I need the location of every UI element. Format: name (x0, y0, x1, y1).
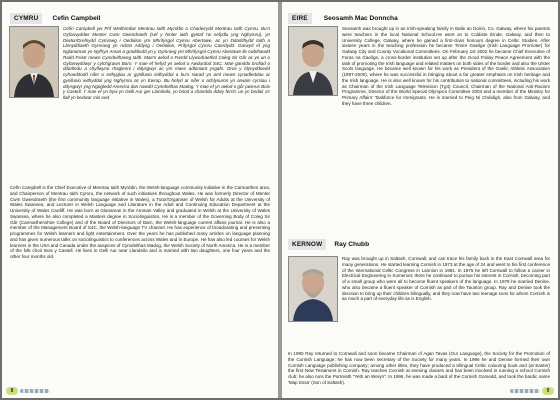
portrait-photo-seosamh (288, 26, 338, 96)
english-biography-paragraph: Cefin Campbell is the Chief Executive of Mentrau Iaith Myrddin, the Welsh-language community initiative in the Carmarthen area, and Chairperson of Mentrau Iaith Cymru, the network of such initiatives throughout Wales. He was formerly Director of Menter Cwm Gwendraeth (the first community language initiative in Wales), a Tutor/Organiser of Welsh for Adults at the University of Wales Swansea, and Lecturer in Welsh Language and Literature in the Adult and Continuing Education Department at the University of Wales Cardiff. He was born at Glanaman in the Amman Valley and graduated in Welsh at the University of Wales Swansea, where he also completed a Masters degree in Sociolinguistics. He is a member of the Governing Body of Coleg Sir Gâr (Carmarthenshire College) and of the Board of Directors of Barn, the Welsh-language current affairs journal. He is also a member of the Management Board of S4C, the Welsh-language TV channel. He has experience of broadcasting and presenting programmes for Welsh learners and light entertainment. Over the years he has published many articles on language planning and has given numerous talks on sociolinguistics to conferences across Wales and in Europe. He has also led courses for Welsh learners in the USA and Canada under the auspices of Cymdeithas Madog, the Welsh Society of North America. He is a member of the folk choir Bois y Castell. He lives in Gelli Aur near Llandeilo and is married with two daughters, one four years and the other four months old. (10, 185, 270, 259)
country-tag-kernow: KERNOW (288, 239, 326, 250)
right-page (282, 2, 558, 398)
kernow-header (288, 238, 369, 250)
celtic-knot-ornament-icon (510, 389, 540, 393)
person-name-ray: Ray Chubb (334, 240, 370, 248)
country-tag-eire: EIRE (288, 13, 312, 24)
portrait-icon (289, 257, 337, 321)
left-footer (6, 386, 52, 396)
person-name-seosamh: Seosamh Mac Donncha (323, 14, 398, 22)
page-number-right: 9 (542, 387, 554, 395)
portrait-photo-ray (288, 256, 338, 322)
portrait-photo-cefin (9, 26, 59, 98)
person-name-cefin: Cefin Campbell (52, 14, 101, 22)
portrait-icon (289, 27, 337, 95)
portrait-icon (10, 27, 58, 97)
booklet-spread (2, 2, 558, 398)
cymru-header (10, 12, 100, 24)
seosamh-biography-paragraph: Seosamh was brought up in an Irish-speaking family in Baile an Doirin, Co. Galway, where his parents were teachers in the local National School.He went on to Coláiste Éinde, Galway, and then to University College, Galway, where he gained a first-class honours degree in Celtic Studies. After sixteen years in the teaching profession he became Timire Gaeilge (Irish Language Promoter) for Galway City and County Vocational Committees. On February 1st 2002 he became Chief Executive of Foras na Gaeilge, a cross-border institution set up after the Good Friday Peace Agreement with the task of promoting the Irish language and related matters on both sides of the border and also the Ulster Scots language. He became well known for his work as President of the Gaelic Athletic Association (1997-2000), where he was successful in bringing about a far greater emphasis on Irish heritage and the Irish language. He is also well known for his contribution to national committees, including his work as Chairman of the Irish Language Television (Tg4) Council, Chairman of the National Anti-Racism Programme, Director of the World Special Olympics Committee 2003 and a member of the Ministry for Primary Affairs' Taskforce for Immigrants. He is married to Peig Ní Chéidigh, also from Galway, and they have three children. (342, 26, 550, 106)
celtic-knot-ornament-icon (20, 389, 50, 393)
eire-header (288, 12, 398, 24)
page-number-left: 8 (6, 387, 18, 395)
welsh-biography-paragraph: Cefin Campbell yw Prif Weithredwr Mentrau Iaith Myrddin a Chadeirydd Mentrau Iaith Cymru. Bu'n Gyfarwyddwr Menter Cwm Gwendraeth (sef y fenter iaith gyntaf i'w sefydlu yng Nghymru), yn Diwtor/Drefnydd Cymraeg i Oedolion ym Mhrifysgol Cymru Abertawe, ac yn Ddarlithydd Iaith a Llenyddiaeth Gymraeg yn Adran Addysg i Oedolion, Prifysgol Cymru Caerdydd. Garwyd ef yng Nglanaman yn Nyffryn Aman a graddiodd yn y Gymraeg ym Mhrifysgol Cymru Abertawe lle cwblhaodd Radd Feistr mewn Cymdeithaseg Iaith. Mae'n aelod o Fwrdd Llywodraethol Coleg Sir Gâr ac yn un o Gyfarwyddwyr y cylchgrawn Barn. Y mae ef hefyd yn aelod o Awdurdod S4C. Mae ganddo brofiad o ddarlledu a chyflwyno rhaglenni i ddysgwyr ac ym maes adloniant ysgafn. Dros y blynyddoedd cyhoeddodd nifer o erthyglau ar gynllunio ieithyddol a bu'n siarad yn aml mewn cynadleddau ar gynllunio ieithyddol yng Nghymru ac yn Ewrop. Bu hefyd ar nifer o achlysuron yn arwain cyrsiau i ddysgwyr yng Ngogledd America dan nawdd Cymdeithas Madog. Y mae ef yn aelod o gôr pwerus Bois y Castell. Y mae ef yn byw yn Gelli Aur ger Llandeilo, yn briod a chanddo ddwy ferch: un yn bedair a'r llall yn bedwar mis oed. (63, 26, 270, 100)
left-page (2, 2, 278, 398)
ray-biography-paragraph-2: In 1990 Ray returned to Cornwall and soon became Chairman of Agan Tavas (Our Language), the Society for the Promotion of the Cornish Language; he has now been secretary of the Society for many years. In 1996 he and Denise formed their own Cornish Language publishing company; among other titles, they have produced a trilingual Celtic colouring book and (at Easter) the first New Testament in Cornish. Ray teaches Cornish at evening classes and has been involved in running a school Cornish club; he also runs the Portreath "Yeth an Weryn". In 1996, he was made a bard of the Cornish Gorsedd, and took the bardic name 'Map Essa' (Son of Saltash). (288, 351, 550, 385)
right-footer (508, 386, 554, 396)
country-tag-cymru: CYMRU (10, 13, 42, 24)
ray-biography-paragraph-1: Ray was brought up in Saltash, Cornwall, and can trace his family back in the East Cornwall area for many generations. He started learning Cornish in 1973 at the age of 24 and went to his first conference of the International Celtic Congress in Lannion in 1981. In 1975 he left Cornwall to follow a career in Electrical Engineering in Somerset; there he continued to pursue his interest in Cornish, becoming part of a small group who were all to become fluent speakers of the language. In 1979 he married Denise, who also became a fluent speaker of Cornish as part of the Taunton group. Ray and Denise took the decision to bring up their children bilingually, and they now have two teenage sons for whom Cornish is as much a part of everyday life as is English. (342, 256, 550, 302)
